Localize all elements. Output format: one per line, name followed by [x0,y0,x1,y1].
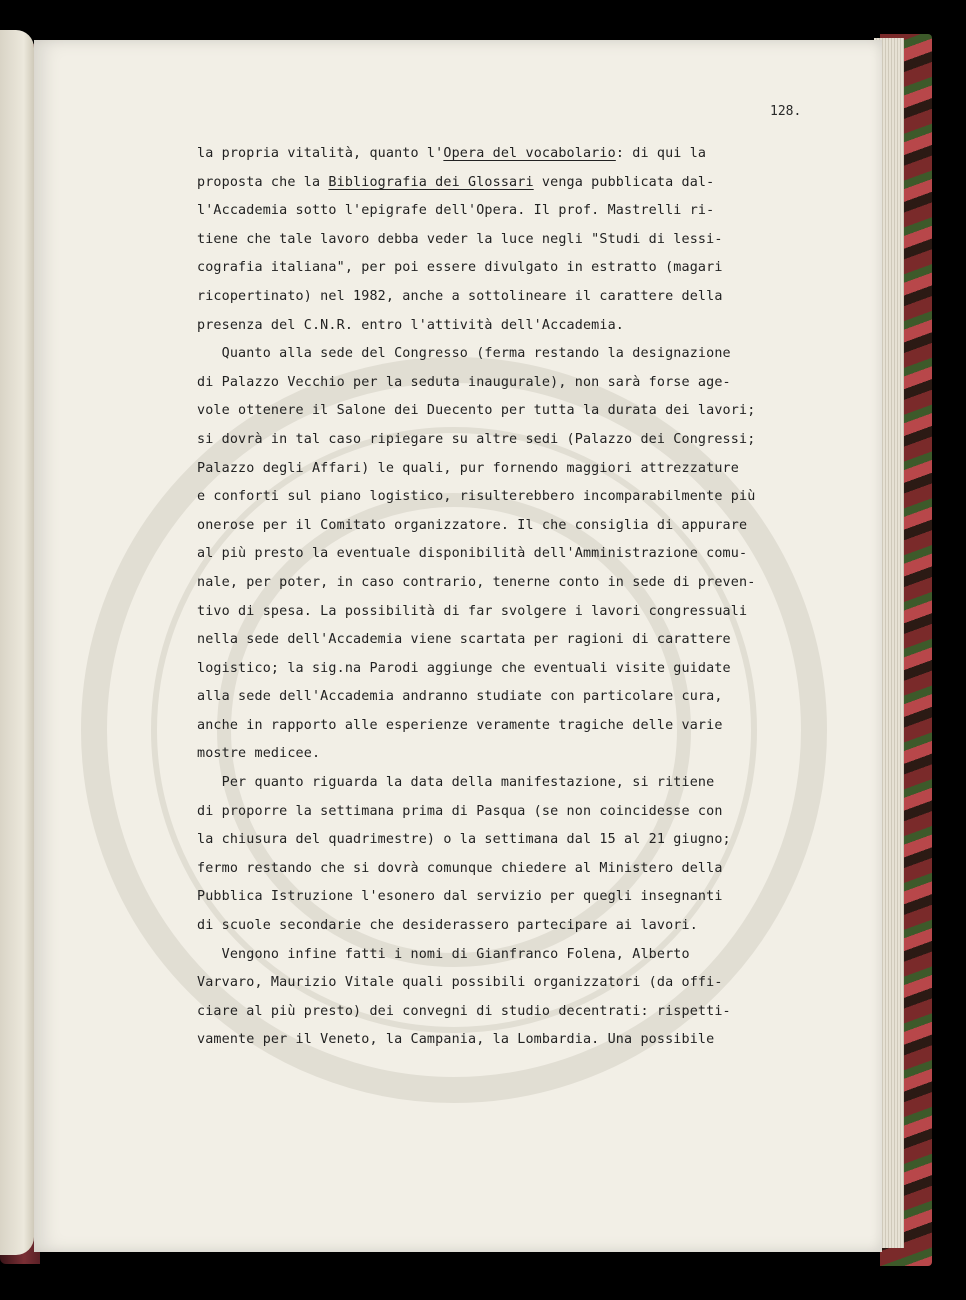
text-line [197,683,847,712]
text-line [197,941,847,970]
text-line [197,1026,847,1055]
text-line [197,969,847,998]
text-segment: alla sede dell'Accademia andranno studiate con particolare cura, [197,689,723,705]
text-line [197,883,847,912]
facing-page-edge [0,30,34,1255]
page-number: 128. [770,104,802,119]
text-line [197,998,847,1027]
text-segment: Per quanto riguarda la data della manifestazione, si ritiene [197,775,715,791]
text-segment: nella sede dell'Accademia viene scartata per ragioni di carattere [197,632,731,648]
text-line [197,226,847,255]
text-segment: e conforti sul piano logistico, risulterebbero incomparabilmente più [197,489,756,505]
text-segment: la chiusura del quadrimestre) o la settimana dal 15 al 21 giugno; [197,832,731,848]
text-segment: tivo di spesa. La possibilità di far svolgere i lavori congressuali [197,603,748,619]
text-segment: proposta che la [197,174,329,190]
text-line [197,569,847,598]
text-segment: l'Accademia sotto l'epigrafe dell'Opera. Il prof. Mastrelli ri- [197,203,715,219]
text-segment: si dovrà in tal caso ripiegare su altre sedi (Palazzo dei Congressi; [197,431,756,447]
text-line [197,254,847,283]
text-segment: al più presto la eventuale disponibilità dell'Amministrazione comu- [197,546,748,562]
text-line [197,855,847,884]
text-segment: la propria vitalità, quanto l' [197,146,444,161]
text-line [197,197,847,226]
text-line [197,798,847,827]
text-segment: Quanto alla sede del Congresso (ferma restando la designazione [197,346,731,362]
text-line [197,598,847,627]
text-line [197,340,847,369]
text-segment: di scuole secondarie che desiderassero partecipare ai lavori. [197,918,698,934]
text-segment: Pubblica Istruzione l'esonero dal servizio per quegli insegnanti [197,889,723,905]
text-segment: Vengono infine fatti i nomi di Gianfranco Folena, Alberto [197,946,690,962]
text-segment: ricopertinato) nel 1982, anche a sottolineare il carattere della [197,288,723,304]
text-segment: : di qui la [615,146,707,161]
text-line [197,826,847,855]
text-segment: venga pubblicata dal- [533,174,715,190]
document-page [34,40,882,1252]
underlined-title: Opera del vocabolario [443,146,616,161]
text-line [197,169,847,198]
text-segment: Varvaro, Maurizio Vitale quali possibili organizzatori (da offi- [197,975,723,991]
text-line [197,512,847,541]
text-segment: nale, per poter, in caso contrario, tenerne conto in sede di preven- [197,574,756,590]
text-segment: vole ottenere il Salone dei Duecento per tutta la durata dei lavori; [197,403,756,419]
text-segment: presenza del C.N.R. entro l'attività dell'Accademia. [197,317,625,333]
text-segment: di proporre la settimana prima di Pasqua (se non coincidesse con [197,803,723,819]
text-segment: onerose per il Comitato organizzatore. Il che consiglia di appurare [197,517,748,533]
text-line [197,140,847,169]
text-line [197,626,847,655]
text-line [197,397,847,426]
text-segment: vamente per il Veneto, la Campania, la Lombardia. Una possibile [197,1032,715,1048]
text-segment: anche in rapporto alle esperienze veramente tragiche delle varie [197,717,723,733]
underlined-title: Bibliografia dei Glossari [328,174,534,190]
text-line [197,455,847,484]
text-line [197,769,847,798]
text-line [197,740,847,769]
text-line [197,369,847,398]
text-segment: tiene che tale lavoro debba veder la luce negli "Studi di lessi- [197,231,723,247]
text-line [197,483,847,512]
text-segment: ciare al più presto) dei convegni di studio decentrati: rispetti- [197,1003,731,1019]
text-line [197,712,847,741]
text-line [197,312,847,341]
text-line [197,540,847,569]
text-line [197,912,847,941]
text-line [197,283,847,312]
text-block [197,140,847,1055]
text-line [197,655,847,684]
text-segment: fermo restando che si dovrà comunque chiedere al Ministero della [197,860,723,876]
text-segment: logistico; la sig.na Parodi aggiunge che eventuali visite guidate [197,660,731,676]
text-segment: mostre medicee. [197,746,321,762]
text-line [197,426,847,455]
text-segment: Palazzo degli Affari) le quali, pur fornendo maggiori attrezzature [197,460,739,476]
text-segment: di Palazzo Vecchio per la seduta inaugurale), non sarà forse age- [197,374,731,390]
text-segment: cografia italiana", per poi essere divulgato in estratto (magari [197,260,723,276]
